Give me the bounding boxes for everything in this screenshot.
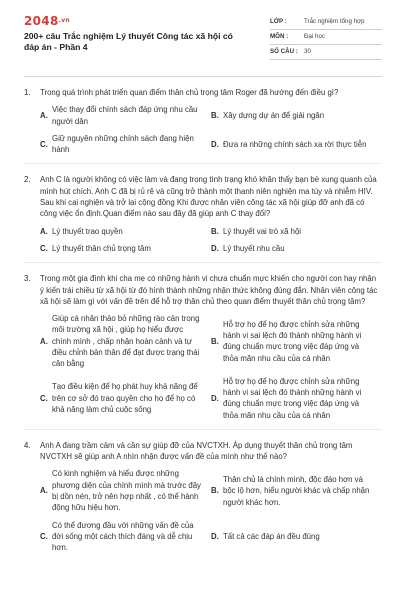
question-number: 1. — [24, 88, 31, 97]
option-text: Hỗ trợ họ để họ được chỉnh sửa những hành vi sai lệch đó thành những hành vi đúng chuẩn mực trong việc đáp ứng và thỏa mãn nhu cầu của cá nhân — [223, 376, 362, 420]
question-number: 3. — [24, 274, 31, 284]
option-text: Lý thuyết trao quyền — [52, 226, 123, 236]
answer-option-d[interactable] — [211, 243, 382, 254]
answer-options — [24, 226, 382, 261]
meta-row-count — [270, 45, 382, 60]
answer-option-d[interactable] — [211, 376, 382, 421]
meta-value: Trắc nghiệm tổng hợp — [304, 17, 365, 25]
option-letter: B. — [211, 336, 219, 346]
question-row — [24, 174, 382, 219]
answer-option-c[interactable] — [40, 133, 211, 156]
answer-option-d[interactable] — [211, 133, 382, 156]
question-row — [24, 273, 382, 307]
option-letter: A. — [40, 336, 48, 346]
question-item — [24, 174, 382, 263]
answer-option-b[interactable] — [211, 468, 382, 513]
answer-options — [24, 468, 382, 559]
option-letter: A. — [40, 110, 48, 120]
question-text: Trong một gia đình khi cha mẹ có những hành vi chưa chuẩn mực khiến cho người con hay nhận ý kiến trái chiều từ xã hội từ đó hình thành những nhận thức không đúng đắn. Nhân viên công tác xã hội sẽ làm gì với vấn đề trên để hỗ trợ thân chủ theo quan điểm thuyết thân chủ trọng tâm? — [40, 274, 378, 306]
logo-text: 2048 — [24, 14, 59, 28]
question-divider — [24, 262, 382, 263]
option-letter: D. — [211, 531, 219, 541]
meta-row-class — [270, 15, 382, 30]
option-text: Việc thay đổi chính sách đáp ứng nhu cầu người dân — [52, 105, 198, 126]
option-letter: C. — [40, 393, 48, 403]
option-letter: D. — [211, 243, 219, 253]
meta-label: LỚP : — [270, 17, 287, 25]
option-letter: A. — [40, 486, 48, 496]
option-text: Tạo điều kiện để họ phát huy khả năng để trên cơ sở đó trao quyền cho họ để họ có khả năng làm chủ cuộc sống — [52, 382, 198, 414]
option-letter: C. — [40, 243, 48, 253]
question-divider — [24, 163, 382, 164]
option-letter: B. — [211, 226, 219, 236]
option-letter: D. — [211, 139, 219, 149]
question-text: Anh C là người không có việc làm và đang trong tình trạng khó khăn thấy bạn bè xung quanh của mình hút chích. Anh C đã bị rủ rê và cũng trở thành một thanh niên nghiện ma túy và nhiễm HIV. Sau khi cai nghiện và trở lại cộng đồng Khi được nhân viên công tác xã hội giúp đỡ anh đã có công việc ổn định.Quan điểm nào sau đây đã giúp anh C thay đổi? — [40, 175, 377, 219]
meta-label: MÔN : — [270, 32, 289, 40]
option-letter: B. — [211, 486, 219, 496]
option-text: Thân chủ là chính mình, độc đáo hơn và bộc lộ hơn, hiểu người khác và chấp nhận người khác hơn. — [223, 475, 370, 507]
document-meta — [270, 15, 382, 60]
answer-options — [24, 104, 382, 161]
answer-option-c[interactable] — [40, 243, 211, 254]
logo-suffix: .vn — [58, 17, 70, 24]
answer-option-b[interactable] — [211, 104, 382, 127]
meta-value: Đại học — [304, 32, 325, 40]
question-number: 2. — [24, 175, 31, 185]
answer-option-d[interactable] — [211, 520, 382, 554]
question-text: Anh A đang trầm cảm và cần sự giúp đỡ của NVCTXH. Áp dụng thuyết thân chủ trọng tâm NVCTXH sẽ giúp anh A nhìn nhận được vấn đề của mình như thế nào? — [40, 440, 353, 462]
answer-option-a[interactable] — [40, 468, 211, 513]
option-text: Lý thuyết vai trò xã hội — [223, 226, 302, 236]
question-divider — [24, 429, 382, 430]
option-text: Có thể đương đầu với những vấn đề của đời sống một cách thích đáng và dễ chịu hơn. — [52, 520, 194, 553]
question-text: Trong quá trình phát triển quan điểm thân chủ trọng tâm Roger đã hướng đến điều gì? — [40, 88, 339, 97]
option-text: Đưa ra những chính sách xa rời thực tiễn — [223, 139, 367, 149]
header-divider — [24, 76, 382, 77]
meta-row-subject — [270, 30, 382, 45]
meta-label: SỐ CÂU : — [270, 47, 298, 55]
option-text: Có kinh nghiệm và hiểu được những phương diện của chính mình mà trước đây bị dồn nén, trở nên hợp nhất , có thể hành động hữu hiệu hơn. — [52, 469, 201, 513]
answer-option-a[interactable] — [40, 104, 211, 127]
option-letter: C. — [40, 531, 48, 541]
document-title: 200+ câu Trắc nghiệm Lý thuyết Công tác xã hội có đáp án - Phần 4 — [24, 31, 233, 53]
option-text: Hỗ trợ họ để họ được chỉnh sửa những hành vi sai lệch đó thành những hành vi đúng chuẩn mực trong việc đáp ứng và thỏa mãn nhu cầu của cá nhân — [223, 319, 362, 363]
option-text: Giúp cá nhân thảo bỏ những rào cản trong môi trường xã hội , giúp họ hiểu được chính mình , chấp nhận hoàn cảnh và tự điều chỉnh bản thân để đạt được trạng thái cân bằng — [52, 314, 200, 369]
option-letter: D. — [211, 393, 219, 403]
option-text: Xây dựng dự án để giải ngân — [223, 110, 325, 120]
option-text: Lý thuyết thân chủ trọng tâm — [52, 243, 151, 253]
answer-option-a[interactable] — [40, 313, 211, 369]
answer-option-a[interactable] — [40, 226, 211, 237]
option-text: Tất cả các đáp án đều đúng — [223, 531, 320, 541]
question-row — [24, 87, 382, 98]
site-logo[interactable] — [24, 14, 234, 28]
answer-option-c[interactable] — [40, 376, 211, 421]
option-letter: A. — [40, 226, 48, 236]
meta-value: 30 — [304, 47, 311, 55]
option-text: Giữ nguyên những chính sách đang hiện hành — [52, 133, 194, 155]
option-letter: C. — [40, 139, 48, 149]
question-item — [24, 87, 382, 164]
question-item — [24, 273, 382, 430]
option-letter: B. — [211, 110, 219, 120]
answer-options — [24, 313, 382, 427]
question-row — [24, 440, 382, 463]
answer-option-c[interactable] — [40, 520, 211, 554]
question-item — [24, 440, 382, 560]
question-number: 4. — [24, 440, 31, 450]
answer-option-b[interactable] — [211, 313, 382, 369]
header-left — [24, 14, 234, 53]
option-text: Lý thuyết nhu cầu — [223, 243, 285, 253]
answer-option-b[interactable] — [211, 226, 382, 237]
document-header — [24, 14, 382, 66]
